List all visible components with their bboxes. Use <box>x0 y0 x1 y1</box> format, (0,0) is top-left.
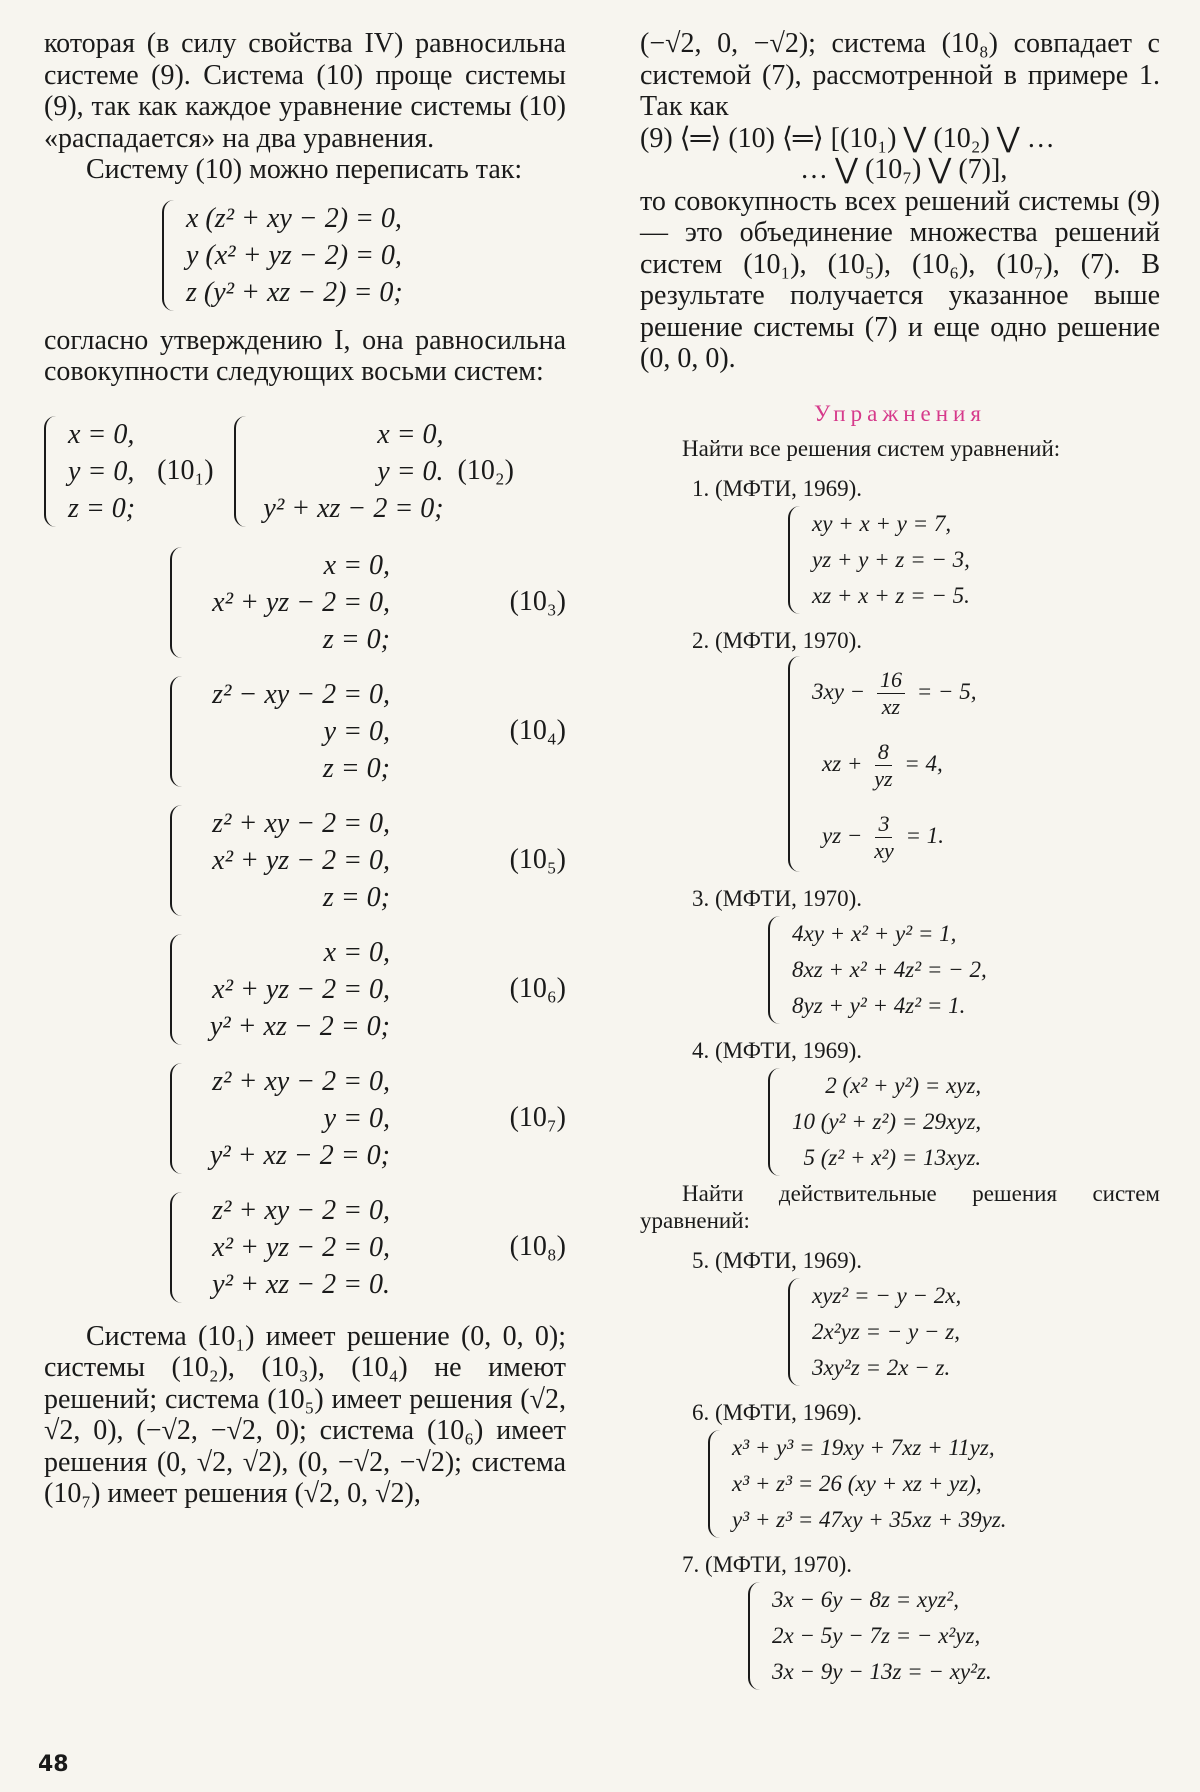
equation: z² + xy − 2 = 0, <box>212 1065 390 1097</box>
term: = 1. <box>905 822 944 848</box>
system-10-3 <box>170 547 566 658</box>
paragraph-solutions: Система (10₁) имеет решение (0, 0, 0); системы (10₂), (10₃), (10₄) не имеют решений; система (10₅) имеет решения (√2, √2, 0), (−√2, −√2, 0); система (10₆) имеет решения (0, √2, √2), (0, −√2, −√2); система (10₇) имеет решения (√2, 0, √2), <box>44 1320 566 1509</box>
brace <box>234 416 248 527</box>
fraction <box>874 811 894 864</box>
equation: y² + xz − 2 = 0; <box>209 1139 390 1171</box>
equation: yz + y + z = − 3, <box>812 546 970 572</box>
exercise-1-system <box>788 506 1160 614</box>
equation: x (z² + xy − 2) = 0, <box>186 202 402 234</box>
equation: y (x² + yz − 2) = 0, <box>186 239 402 271</box>
right-column <box>640 28 1160 1694</box>
equation: 10 (y² + z²) = 29xyz, <box>792 1108 982 1134</box>
equation: 3x − 9y − 13z = − xy²z. <box>772 1658 992 1684</box>
brace <box>170 1063 184 1174</box>
equation <box>812 728 976 800</box>
brace <box>170 547 184 658</box>
equation: z² − xy − 2 = 0, <box>212 678 390 710</box>
equation: 3x − 6y − 8z = xyz², <box>772 1586 959 1612</box>
exercise-5-header: 5. (МФТИ, 1969). <box>692 1247 862 1273</box>
system-label: (10₇) <box>509 1102 566 1133</box>
brace <box>768 916 782 1024</box>
exercise-4-system <box>768 1068 1160 1176</box>
brace <box>768 1068 782 1176</box>
equation: x = 0, <box>377 418 444 450</box>
equation: z² + xy − 2 = 0, <box>212 807 390 839</box>
exercise-2-system <box>788 656 1160 872</box>
equation: x = 0, <box>68 418 135 450</box>
equation: z = 0; <box>322 881 390 913</box>
term: = 4, <box>904 750 943 776</box>
equation: xyz² = − y − 2x, <box>812 1282 962 1308</box>
brace <box>788 1278 802 1386</box>
equation: z² + xy − 2 = 0, <box>212 1194 390 1226</box>
brace <box>170 934 184 1045</box>
system-10-5 <box>170 805 566 916</box>
equation: x³ + y³ = 19xy + 7xz + 11yz, <box>732 1434 995 1460</box>
brace <box>170 1192 184 1303</box>
equation: x³ + z³ = 26 (xy + xz + yz), <box>732 1470 982 1496</box>
exercise-7-system <box>748 1582 1160 1690</box>
equation: x² + yz − 2 = 0, <box>212 586 390 618</box>
systems-pair-1-2 <box>44 416 566 527</box>
system-10 <box>162 200 566 311</box>
paragraph-conclusion: то совокупность всех решений системы (9) — это объединение множества решений систем (10₁), (10₅), (10₆), (10₇), (7). В результате получается указанное выше решение системы (7) и еще одно решение (0, 0, 0). <box>640 185 1160 374</box>
equivalence-chain-line-2: … ⋁ (10₇) ⋁ (7)], <box>800 154 1008 185</box>
equation <box>812 800 976 872</box>
equation: 8xz + x² + 4z² = − 2, <box>792 956 987 982</box>
denominator: xz <box>881 693 901 719</box>
system-10-7 <box>170 1063 566 1174</box>
equation: 2x − 5y − 7z = − x²yz, <box>772 1622 981 1648</box>
equation: y = 0, <box>68 455 135 487</box>
brace <box>788 656 802 872</box>
system-10-6 <box>170 934 566 1045</box>
equation: 8yz + y² + 4z² = 1. <box>792 992 966 1018</box>
page-number: 48 <box>38 1752 69 1777</box>
fraction <box>877 667 905 720</box>
equation: z = 0; <box>322 623 390 655</box>
equation: y = 0. <box>377 455 444 487</box>
equation: x² + yz − 2 = 0, <box>212 844 390 876</box>
equation: 2 (x² + y²) = xyz, <box>825 1072 982 1098</box>
system-label: (10₈) <box>509 1231 566 1262</box>
exercise-6-header: 6. (МФТИ, 1969). <box>692 1399 862 1425</box>
exercise-6-system <box>708 1430 1160 1538</box>
system-label: (10₄) <box>509 715 566 746</box>
system-label: (10₅) <box>509 844 566 875</box>
exercise-2-header: 2. (МФТИ, 1970). <box>692 627 862 653</box>
equation: z = 0; <box>68 492 136 524</box>
system-10-4 <box>170 676 566 787</box>
exercise-5-system <box>788 1278 1160 1386</box>
equation: 3xy²z = 2x − z. <box>812 1354 951 1380</box>
brace <box>162 200 176 311</box>
exercise-1-header: 1. (МФТИ, 1969). <box>692 475 862 501</box>
exercise-3-header: 3. (МФТИ, 1970). <box>692 885 862 911</box>
equation: xy + x + y = 7, <box>812 510 952 536</box>
system-10-8 <box>170 1192 566 1303</box>
left-column <box>44 28 566 1510</box>
equation: y² + xz − 2 = 0; <box>263 492 444 524</box>
system-10-1 <box>44 416 214 527</box>
paragraph-intro: которая (в силу свойства IV) равносильна системе (9). Система (10) проще системы (9), так как каждое уравнение системы (10) «распадается» на два уравнения. <box>44 28 566 154</box>
equation: 2x²yz = − y − z, <box>812 1318 960 1344</box>
term: = − 5, <box>916 678 977 704</box>
exercise-3-system <box>768 916 1160 1024</box>
denominator: yz <box>874 765 893 791</box>
brace <box>170 676 184 787</box>
term: xz + <box>822 750 863 776</box>
exercise-7-header: 7. (МФТИ, 1970). <box>682 1551 852 1577</box>
section-heading: Упражнения <box>814 400 986 426</box>
equation: z (y² + xz − 2) = 0; <box>186 276 403 308</box>
paragraph-continuation: (−√2, 0, −√2); система (10₈) совпадает с системой (7), рассмотренной в примере 1. Так как <box>640 28 1160 122</box>
fraction <box>874 739 892 792</box>
exercises-intro-real: Найти действительные решения систем уравнений: <box>640 1180 1160 1233</box>
term: yz − <box>822 822 863 848</box>
brace <box>170 805 184 916</box>
equation: 5 (z² + x²) = 13xyz. <box>803 1144 982 1170</box>
equation: y = 0, <box>323 715 390 747</box>
numerator: 16 <box>877 667 905 694</box>
term: 3xy − <box>812 678 866 704</box>
paragraph-eight-systems: согласно утверждению I, она равносильна совокупности следующих восьми систем: <box>44 324 566 387</box>
numerator: 3 <box>875 811 892 838</box>
equation: z = 0; <box>322 752 390 784</box>
equation: x² + yz − 2 = 0, <box>212 973 390 1005</box>
equation: xz + x + z = − 5. <box>812 582 970 608</box>
equation: x = 0, <box>323 936 390 968</box>
system-label: (10₆) <box>509 973 566 1004</box>
equation: y² + xz − 2 = 0. <box>212 1268 390 1300</box>
equation: y³ + z³ = 47xy + 35xz + 39yz. <box>732 1506 1007 1532</box>
equation: y = 0, <box>323 1102 390 1134</box>
exercises-intro: Найти все решения систем уравнений: <box>682 435 1061 461</box>
denominator: xy <box>874 837 894 863</box>
equation: x² + yz − 2 = 0, <box>212 1231 390 1263</box>
equation: 4xy + x² + y² = 1, <box>792 920 957 946</box>
equation: y² + xz − 2 = 0; <box>209 1010 390 1042</box>
numerator: 8 <box>875 739 892 766</box>
brace <box>708 1430 722 1538</box>
system-label: (10₃) <box>509 586 566 617</box>
system-10-2 <box>234 416 514 527</box>
equation <box>812 656 976 728</box>
brace <box>44 416 58 527</box>
brace <box>788 506 802 614</box>
equation: x = 0, <box>323 549 390 581</box>
exercise-4-header: 4. (МФТИ, 1969). <box>692 1037 862 1063</box>
system-label: (10₁) <box>157 455 214 486</box>
equivalence-chain-line-1: (9) ⟨═⟩ (10) ⟨═⟩ [(10₁) ⋁ (10₂) ⋁ … <box>640 122 1055 154</box>
system-label: (10₂) <box>457 455 514 486</box>
brace <box>748 1582 762 1690</box>
paragraph-rewrite: Систему (10) можно переписать так: <box>86 154 523 185</box>
